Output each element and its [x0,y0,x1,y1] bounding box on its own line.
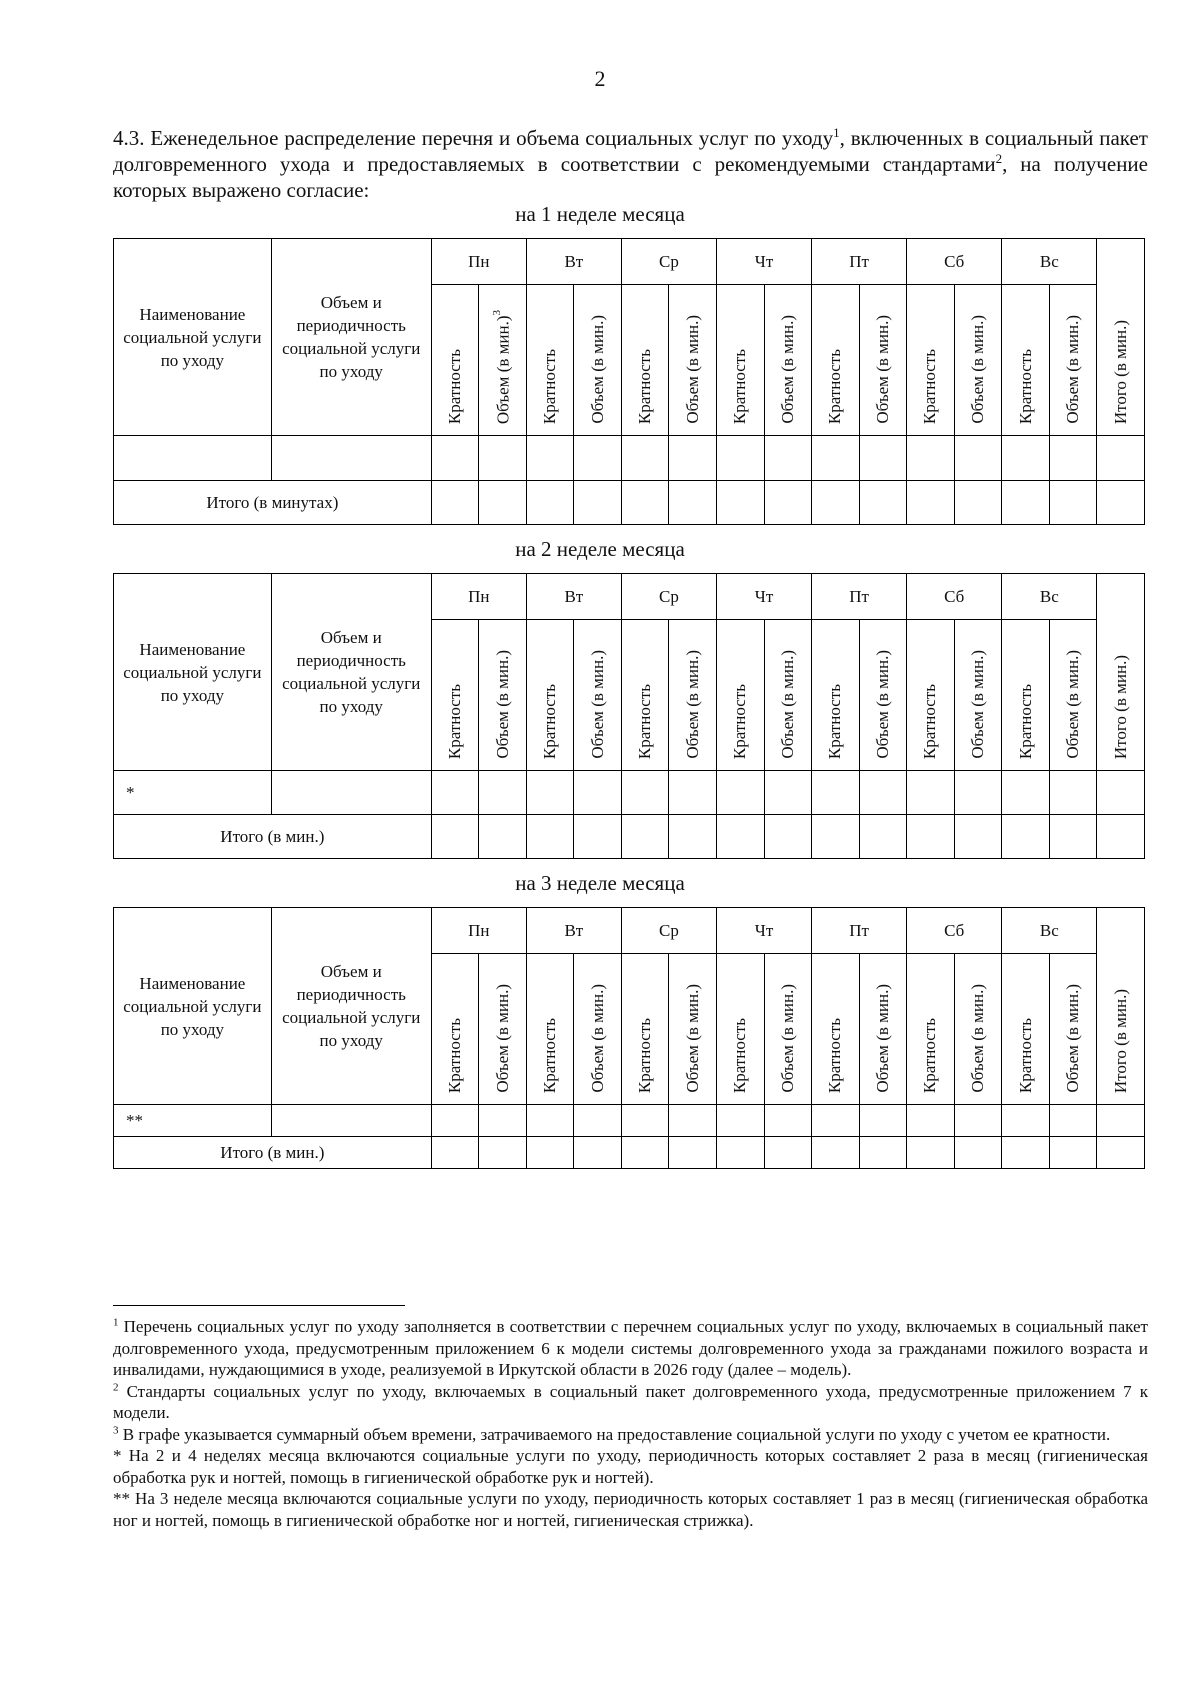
volume-min-label [588,315,608,424]
empty-cell[interactable] [1049,1105,1097,1137]
empty-cell[interactable] [1097,436,1145,481]
volume-periodicity-header: Объем и периодичность социальной услуги по уходу [271,239,431,436]
total-value-cell[interactable] [764,1137,812,1169]
service-row [114,1105,1145,1137]
empty-cell[interactable] [431,771,479,815]
day-header: Пт [812,908,907,954]
empty-cell[interactable] [1049,436,1097,481]
day-header: Вт [526,574,621,620]
volume-min-header [669,620,717,771]
volume-min-header [479,285,527,436]
empty-cell[interactable] [764,436,812,481]
service-name-header: Наименование социальной услуги по уходу [114,574,272,771]
total-value-cell[interactable] [431,815,479,859]
section-4-3-text [113,125,1148,203]
volume-min-text: Объем (в мин.) [1063,315,1083,424]
empty-cell[interactable] [859,1105,907,1137]
empty-cell[interactable] [271,436,431,481]
volume-min-text: Объем (в мин.) [872,315,892,424]
frequency-header [526,954,574,1105]
empty-cell[interactable] [271,771,431,815]
total-value-cell[interactable] [1002,1137,1050,1169]
frequency-label: Кратность [444,348,464,424]
frequency-header [1002,620,1050,771]
volume-min-label [588,984,608,1093]
volume-min-label [778,650,798,759]
total-row [114,1137,1145,1169]
total-min-header [1097,574,1145,771]
frequency-label: Кратность [730,348,750,424]
footnote-item [113,1488,1148,1531]
frequency-header [907,285,955,436]
volume-min-header [859,620,907,771]
empty-cell[interactable] [574,436,622,481]
volume-min-label [683,984,703,1093]
total-value-cell[interactable] [479,1137,527,1169]
volume-min-text: Объем (в мин.) [492,650,512,759]
week-1-table [113,238,1145,525]
total-value-cell[interactable] [526,1137,574,1169]
footnote-ref-1: 1 [833,125,840,140]
volume-min-text: Объем (в мин.) [587,984,607,1093]
empty-cell[interactable] [621,771,669,815]
day-header: Ср [621,574,716,620]
total-value-cell[interactable] [526,481,574,525]
volume-min-text: Объем (в мин.) [968,650,988,759]
footnote-text: Стандарты социальных услуг по уходу, включаемых в социальный пакет долговременного ухода, предусмотренные приложением 7 к модели. [113,1381,1148,1422]
empty-cell[interactable] [574,771,622,815]
total-value-cell[interactable] [907,1137,955,1169]
total-value-cell[interactable] [812,481,860,525]
total-value-cell[interactable] [479,815,527,859]
volume-min-label [683,315,703,424]
frequency-label: Кратность [730,683,750,759]
day-header: Сб [907,908,1002,954]
volume-min-text: Объем (в мин.) [682,315,702,424]
total-value-cell[interactable] [479,481,527,525]
volume-min-header [1049,285,1097,436]
volume-min-header [574,954,622,1105]
volume-min-label [493,650,513,759]
volume-min-label [873,315,893,424]
frequency-label: Кратность [920,348,940,424]
total-value-cell[interactable] [907,815,955,859]
empty-cell[interactable] [1002,771,1050,815]
frequency-header [431,620,479,771]
service-name-header: Наименование социальной услуги по уходу [114,908,272,1105]
empty-cell[interactable] [669,1105,717,1137]
empty-cell[interactable] [669,436,717,481]
volume-min-header [764,285,812,436]
total-value-cell[interactable] [812,815,860,859]
total-value-cell[interactable] [574,1137,622,1169]
total-value-cell[interactable] [621,815,669,859]
frequency-header [526,285,574,436]
volume-min-label [968,315,988,424]
day-header: Пн [431,908,526,954]
volume-min-header [669,954,717,1105]
volume-min-header [574,620,622,771]
empty-cell[interactable] [954,436,1002,481]
day-header: Пт [812,574,907,620]
total-value-cell[interactable] [954,1137,1002,1169]
frequency-header [812,620,860,771]
service-name-cell[interactable]: ** [114,1105,272,1137]
volume-min-header [954,620,1002,771]
empty-cell[interactable] [716,1105,764,1137]
empty-cell[interactable] [574,1105,622,1137]
volume-min-text: Объем (в мин.) [493,315,513,424]
volume-periodicity-header: Объем и периодичность социальной услуги по уходу [271,908,431,1105]
total-value-cell[interactable] [526,815,574,859]
volume-min-text: Объем (в мин.) [872,984,892,1093]
frequency-label: Кратность [635,348,655,424]
frequency-header [907,954,955,1105]
frequency-header [907,620,955,771]
volume-min-text: Объем (в мин.) [872,650,892,759]
frequency-label: Кратность [1015,1017,1035,1093]
total-value-cell[interactable] [1049,481,1097,525]
volume-min-text: Объем (в мин.) [682,650,702,759]
frequency-label: Кратность [444,1017,464,1093]
frequency-header [1002,285,1050,436]
service-name-cell[interactable] [114,436,272,481]
total-value-cell[interactable] [574,815,622,859]
volume-min-text: Объем (в мин.) [968,315,988,424]
volume-min-header [859,285,907,436]
intro-tail: , на получение которых выражено согласие: [113,152,1148,202]
day-header: Пн [431,574,526,620]
total-min-label: Итого (в мин.) [1110,988,1130,1093]
volume-min-header [954,954,1002,1105]
day-header: Ср [621,908,716,954]
volume-min-text: Объем (в мин.) [777,315,797,424]
frequency-label: Кратность [920,683,940,759]
volume-min-label [968,984,988,1093]
frequency-label: Кратность [540,348,560,424]
frequency-label: Кратность [825,1017,845,1093]
total-value-cell[interactable] [1097,815,1145,859]
day-header: Пт [812,239,907,285]
total-min-label: Итого (в мин.) [1110,654,1130,759]
volume-min-text: Объем (в мин.) [492,984,512,1093]
frequency-header [1002,954,1050,1105]
volume-min-header [669,285,717,436]
frequency-label: Кратность [1015,348,1035,424]
footnote-text: ** На 3 неделе месяца включаются социальные услуги по уходу, периодичность которых составляет 1 раз в месяц (гигиеническая обработка ног и ногтей, помощь в гигиенической обработке ног и ногтей, гигиеническая стрижка). [113,1489,1148,1530]
frequency-header [716,954,764,1105]
total-value-cell[interactable] [764,481,812,525]
empty-cell[interactable] [526,771,574,815]
empty-cell[interactable] [954,771,1002,815]
day-header: Вс [1002,574,1097,620]
empty-cell[interactable] [812,1105,860,1137]
footnote-item [113,1445,1148,1488]
footnote-item [113,1424,1148,1446]
total-value-cell[interactable] [574,481,622,525]
empty-cell[interactable] [479,771,527,815]
total-row [114,481,1145,525]
volume-min-header [479,620,527,771]
total-value-cell[interactable] [812,1137,860,1169]
total-value-cell[interactable] [431,481,479,525]
empty-cell[interactable] [764,1105,812,1137]
total-value-cell[interactable] [954,815,1002,859]
volume-min-label [1063,650,1083,759]
volume-min-label [493,984,513,1093]
empty-cell[interactable] [954,1105,1002,1137]
week-3-table [113,907,1145,1169]
frequency-label: Кратность [635,1017,655,1093]
volume-min-text: Объем (в мин.) [587,650,607,759]
week-caption: на 1 неделе месяца [515,202,685,226]
footnote-text: * На 2 и 4 неделях месяца включаются социальные услуги по уходу, периодичность которых составляет 2 раза в месяц (гигиеническая обработка рук и ногтей, помощь в гигиенической обработке рук и ногтей). [113,1446,1148,1487]
volume-periodicity-header: Объем и периодичность социальной услуги по уходу [271,574,431,771]
empty-cell[interactable] [1002,436,1050,481]
total-value-cell[interactable] [1002,815,1050,859]
footnote-mark: 1 [113,1316,119,1329]
empty-cell[interactable] [271,1105,431,1137]
frequency-header [812,954,860,1105]
frequency-label: Кратность [920,1017,940,1093]
empty-cell[interactable] [716,436,764,481]
total-value-cell[interactable] [669,481,717,525]
volume-min-text: Объем (в мин.) [1063,984,1083,1093]
total-min-header [1097,908,1145,1105]
week-caption: на 3 неделе месяца [515,871,685,895]
footnote-divider [113,1305,405,1306]
volume-min-label [873,650,893,759]
empty-cell[interactable] [716,771,764,815]
empty-cell[interactable] [621,436,669,481]
empty-cell[interactable] [1049,771,1097,815]
total-value-cell[interactable] [954,481,1002,525]
day-header: Вс [1002,908,1097,954]
intro-middle: , включенных в социальный пакет долговременного ухода и предоставляемых в соответствии с рекомендуемыми стандартами [113,126,1148,176]
day-header: Вт [526,239,621,285]
day-header: Чт [716,239,811,285]
total-value-cell[interactable] [1002,481,1050,525]
volume-min-header [859,954,907,1105]
frequency-label: Кратность [540,1017,560,1093]
volume-min-label [873,984,893,1093]
empty-cell[interactable] [907,1105,955,1137]
total-label: Итого (в минутах) [114,481,432,525]
frequency-header [526,620,574,771]
frequency-header [812,285,860,436]
empty-cell[interactable] [526,436,574,481]
total-value-cell[interactable] [1049,1137,1097,1169]
footnote-item [113,1381,1148,1424]
day-header: Чт [716,574,811,620]
total-value-cell[interactable] [859,481,907,525]
empty-cell[interactable] [907,436,955,481]
volume-min-text: Объем (в мин.) [777,984,797,1093]
total-value-cell[interactable] [669,815,717,859]
total-value-cell[interactable] [859,815,907,859]
frequency-header [431,954,479,1105]
volume-min-text: Объем (в мин.) [777,650,797,759]
frequency-header [431,285,479,436]
service-name-header: Наименование социальной услуги по уходу [114,239,272,436]
frequency-header [621,285,669,436]
volume-min-header [574,285,622,436]
frequency-label: Кратность [635,683,655,759]
volume-min-text: Объем (в мин.) [968,984,988,1093]
empty-cell[interactable] [859,771,907,815]
total-value-cell[interactable] [716,815,764,859]
service-row [114,436,1145,481]
total-min-label: Итого (в мин.) [1110,319,1130,424]
total-value-cell[interactable] [1097,481,1145,525]
empty-cell[interactable] [669,771,717,815]
day-header: Сб [907,574,1002,620]
day-header: Вт [526,908,621,954]
empty-cell[interactable] [621,1105,669,1137]
volume-min-label [491,310,514,424]
total-row [114,815,1145,859]
total-label: Итого (в мин.) [114,815,432,859]
day-header: Ср [621,239,716,285]
volume-min-header [1049,954,1097,1105]
service-row [114,771,1145,815]
footnote-text: В графе указывается суммарный объем времени, затрачиваемого на предоставление социальной услуги по уходу с учетом ее кратности. [118,1424,1111,1444]
footnote-mark: 2 [113,1380,119,1393]
empty-cell[interactable] [479,436,527,481]
service-name-cell[interactable]: * [114,771,272,815]
frequency-label: Кратность [825,348,845,424]
volume-min-text: Объем (в мин.) [682,984,702,1093]
total-value-cell[interactable] [1097,1137,1145,1169]
empty-cell[interactable] [812,436,860,481]
day-header: Пн [431,239,526,285]
empty-cell[interactable] [1097,771,1145,815]
total-value-cell[interactable] [1049,815,1097,859]
volume-min-header [479,954,527,1105]
day-header: Чт [716,908,811,954]
total-value-cell[interactable] [431,1137,479,1169]
total-value-cell[interactable] [669,1137,717,1169]
volume-min-text: Объем (в мин.) [1063,650,1083,759]
empty-cell[interactable] [431,436,479,481]
frequency-label: Кратность [825,683,845,759]
empty-cell[interactable] [764,771,812,815]
week-2-table [113,573,1145,859]
week-caption: на 2 неделе месяца [515,537,685,561]
total-value-cell[interactable] [907,481,955,525]
volume-min-header [764,954,812,1105]
total-label: Итого (в мин.) [114,1137,432,1169]
empty-cell[interactable] [526,1105,574,1137]
frequency-header [716,620,764,771]
empty-cell[interactable] [859,436,907,481]
total-value-cell[interactable] [621,481,669,525]
frequency-label: Кратность [540,683,560,759]
empty-cell[interactable] [431,1105,479,1137]
footnotes [113,1316,1148,1531]
total-value-cell[interactable] [716,481,764,525]
volume-min-label [778,984,798,1093]
total-value-cell[interactable] [764,815,812,859]
empty-cell[interactable] [1002,1105,1050,1137]
volume-min-label [778,315,798,424]
footnote-ref-2: 2 [995,151,1003,166]
empty-cell[interactable] [479,1105,527,1137]
volume-min-label [683,650,703,759]
intro-lead: 4.3. Еженедельное распределение перечня и объема социальных услуг по уходу [113,126,834,150]
page-number: 2 [594,66,606,91]
volume-min-label [1063,315,1083,424]
volume-min-label [968,650,988,759]
frequency-header [621,954,669,1105]
day-header: Сб [907,239,1002,285]
total-value-cell[interactable] [859,1137,907,1169]
empty-cell[interactable] [1097,1105,1145,1137]
footnote-ref-3: 3 [491,309,504,316]
volume-min-text: Объем (в мин.) [587,315,607,424]
frequency-header [621,620,669,771]
volume-min-label [588,650,608,759]
volume-min-header [1049,620,1097,771]
total-min-header [1097,239,1145,436]
frequency-label: Кратность [1015,683,1035,759]
empty-cell[interactable] [812,771,860,815]
day-header: Вс [1002,239,1097,285]
total-value-cell[interactable] [716,1137,764,1169]
footnote-text: Перечень социальных услуг по уходу заполняется в соответствии с перечнем социальных услуг по уходу, включаемых в социальный пакет долговременного ухода, предусмотренным приложением 6 к модели системы долговременного ухода за гражданами пожилого возраста и инвалидами, нуждающимися в уходе, реализуемой в Иркутской области в 2026 году (далее – модель). [113,1317,1148,1379]
volume-min-header [954,285,1002,436]
frequency-label: Кратность [730,1017,750,1093]
frequency-header [716,285,764,436]
empty-cell[interactable] [907,771,955,815]
footnote-mark: 3 [113,1423,119,1436]
volume-min-header [764,620,812,771]
frequency-label: Кратность [444,683,464,759]
total-value-cell[interactable] [621,1137,669,1169]
volume-min-label [1063,984,1083,1093]
footnote-item [113,1316,1148,1381]
